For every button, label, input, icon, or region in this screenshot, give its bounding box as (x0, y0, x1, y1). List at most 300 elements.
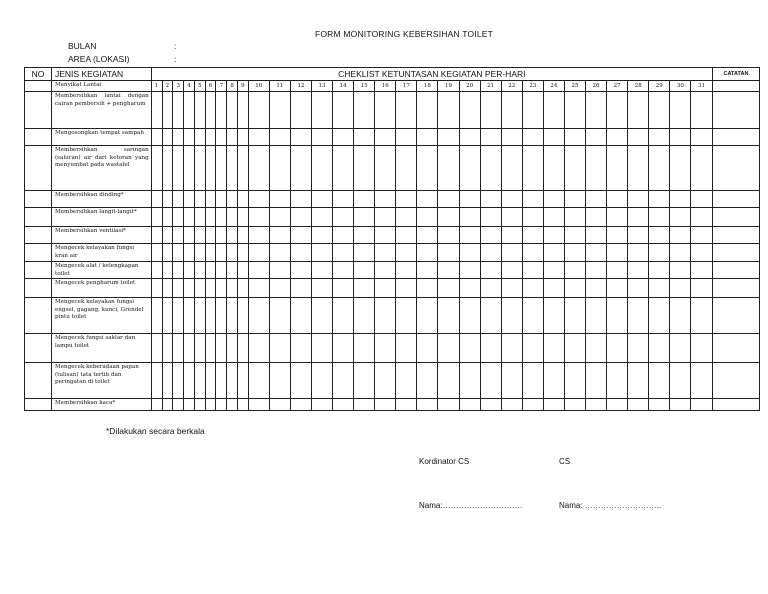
checklist-cell[interactable] (396, 208, 417, 227)
checklist-cell[interactable] (417, 334, 438, 363)
checklist-cell[interactable] (691, 208, 713, 227)
checklist-cell[interactable] (564, 227, 585, 244)
checklist-cell[interactable] (543, 129, 564, 146)
checklist-cell[interactable] (290, 227, 311, 244)
checklist-cell[interactable] (205, 244, 216, 262)
checklist-cell[interactable] (375, 208, 396, 227)
checklist-cell[interactable] (417, 363, 438, 399)
checklist-cell[interactable] (194, 191, 205, 208)
checklist-cell[interactable] (216, 334, 227, 363)
checklist-cell[interactable] (628, 244, 649, 262)
checklist-cell[interactable] (396, 363, 417, 399)
checklist-cell[interactable] (269, 279, 290, 298)
checklist-cell[interactable] (151, 227, 162, 244)
checklist-cell[interactable] (269, 244, 290, 262)
checklist-cell[interactable] (417, 399, 438, 411)
checklist-cell[interactable] (290, 244, 311, 262)
checklist-cell[interactable] (354, 399, 375, 411)
checklist-cell[interactable] (375, 298, 396, 334)
checklist-cell[interactable] (227, 363, 238, 399)
checklist-cell[interactable] (173, 146, 184, 191)
checklist-cell[interactable] (227, 92, 238, 129)
checklist-cell[interactable] (162, 227, 173, 244)
checklist-cell[interactable] (216, 227, 227, 244)
checklist-cell[interactable] (216, 208, 227, 227)
checklist-cell[interactable] (216, 279, 227, 298)
checklist-cell[interactable] (586, 363, 607, 399)
checklist-cell[interactable] (333, 227, 354, 244)
catatan-cell[interactable] (712, 129, 759, 146)
checklist-cell[interactable] (227, 399, 238, 411)
checklist-cell[interactable] (173, 262, 184, 279)
checklist-cell[interactable] (670, 129, 691, 146)
checklist-cell[interactable] (417, 191, 438, 208)
checklist-cell[interactable] (607, 92, 628, 129)
checklist-cell[interactable] (375, 92, 396, 129)
checklist-cell[interactable] (237, 191, 248, 208)
checklist-cell[interactable] (290, 334, 311, 363)
checklist-cell[interactable] (522, 244, 543, 262)
checklist-cell[interactable] (162, 92, 173, 129)
checklist-cell[interactable] (333, 279, 354, 298)
checklist-cell[interactable] (248, 146, 269, 191)
checklist-cell[interactable] (543, 92, 564, 129)
checklist-cell[interactable] (438, 298, 459, 334)
checklist-cell[interactable] (248, 279, 269, 298)
checklist-cell[interactable] (480, 191, 501, 208)
checklist-cell[interactable] (162, 363, 173, 399)
checklist-cell[interactable] (628, 399, 649, 411)
checklist-cell[interactable] (480, 92, 501, 129)
checklist-cell[interactable] (216, 129, 227, 146)
checklist-cell[interactable] (290, 298, 311, 334)
checklist-cell[interactable] (396, 191, 417, 208)
checklist-cell[interactable] (501, 227, 522, 244)
checklist-cell[interactable] (237, 92, 248, 129)
checklist-cell[interactable] (248, 298, 269, 334)
checklist-cell[interactable] (480, 298, 501, 334)
checklist-cell[interactable] (691, 191, 713, 208)
checklist-cell[interactable] (269, 208, 290, 227)
checklist-cell[interactable] (248, 244, 269, 262)
checklist-cell[interactable] (691, 227, 713, 244)
checklist-cell[interactable] (173, 334, 184, 363)
checklist-cell[interactable] (522, 129, 543, 146)
checklist-cell[interactable] (628, 363, 649, 399)
checklist-cell[interactable] (586, 92, 607, 129)
checklist-cell[interactable] (216, 298, 227, 334)
checklist-cell[interactable] (184, 399, 195, 411)
checklist-cell[interactable] (396, 227, 417, 244)
checklist-cell[interactable] (184, 146, 195, 191)
checklist-cell[interactable] (459, 334, 480, 363)
checklist-cell[interactable] (649, 363, 670, 399)
checklist-cell[interactable] (205, 262, 216, 279)
checklist-cell[interactable] (501, 279, 522, 298)
checklist-cell[interactable] (564, 208, 585, 227)
checklist-cell[interactable] (522, 279, 543, 298)
checklist-cell[interactable] (290, 191, 311, 208)
checklist-cell[interactable] (290, 262, 311, 279)
checklist-cell[interactable] (173, 92, 184, 129)
checklist-cell[interactable] (205, 363, 216, 399)
checklist-cell[interactable] (564, 244, 585, 262)
checklist-cell[interactable] (333, 298, 354, 334)
checklist-cell[interactable] (227, 191, 238, 208)
checklist-cell[interactable] (691, 92, 713, 129)
checklist-cell[interactable] (501, 244, 522, 262)
checklist-cell[interactable] (649, 244, 670, 262)
checklist-cell[interactable] (691, 363, 713, 399)
checklist-cell[interactable] (586, 129, 607, 146)
checklist-cell[interactable] (607, 363, 628, 399)
checklist-cell[interactable] (205, 129, 216, 146)
checklist-cell[interactable] (216, 191, 227, 208)
checklist-cell[interactable] (237, 334, 248, 363)
checklist-cell[interactable] (564, 146, 585, 191)
checklist-cell[interactable] (586, 227, 607, 244)
checklist-cell[interactable] (564, 363, 585, 399)
checklist-cell[interactable] (586, 244, 607, 262)
checklist-cell[interactable] (522, 191, 543, 208)
checklist-cell[interactable] (543, 191, 564, 208)
checklist-cell[interactable] (375, 279, 396, 298)
checklist-cell[interactable] (543, 244, 564, 262)
checklist-cell[interactable] (459, 227, 480, 244)
checklist-cell[interactable] (628, 298, 649, 334)
checklist-cell[interactable] (333, 262, 354, 279)
checklist-cell[interactable] (205, 208, 216, 227)
checklist-cell[interactable] (333, 208, 354, 227)
checklist-cell[interactable] (227, 262, 238, 279)
checklist-cell[interactable] (216, 399, 227, 411)
checklist-cell[interactable] (227, 244, 238, 262)
checklist-cell[interactable] (333, 191, 354, 208)
checklist-cell[interactable] (501, 92, 522, 129)
checklist-cell[interactable] (543, 334, 564, 363)
checklist-cell[interactable] (375, 129, 396, 146)
checklist-cell[interactable] (162, 129, 173, 146)
checklist-cell[interactable] (194, 244, 205, 262)
checklist-cell[interactable] (227, 334, 238, 363)
checklist-cell[interactable] (438, 227, 459, 244)
checklist-cell[interactable] (269, 298, 290, 334)
checklist-cell[interactable] (628, 334, 649, 363)
checklist-cell[interactable] (607, 399, 628, 411)
checklist-cell[interactable] (670, 244, 691, 262)
checklist-cell[interactable] (194, 208, 205, 227)
checklist-cell[interactable] (691, 399, 713, 411)
checklist-cell[interactable] (522, 363, 543, 399)
checklist-cell[interactable] (607, 244, 628, 262)
checklist-cell[interactable] (269, 399, 290, 411)
checklist-cell[interactable] (628, 208, 649, 227)
checklist-cell[interactable] (354, 363, 375, 399)
checklist-cell[interactable] (151, 399, 162, 411)
checklist-cell[interactable] (248, 191, 269, 208)
checklist-cell[interactable] (194, 334, 205, 363)
checklist-cell[interactable] (333, 363, 354, 399)
checklist-cell[interactable] (312, 208, 333, 227)
checklist-cell[interactable] (151, 334, 162, 363)
checklist-cell[interactable] (162, 208, 173, 227)
checklist-cell[interactable] (586, 334, 607, 363)
checklist-cell[interactable] (417, 129, 438, 146)
checklist-cell[interactable] (628, 146, 649, 191)
checklist-cell[interactable] (501, 399, 522, 411)
checklist-cell[interactable] (396, 399, 417, 411)
checklist-cell[interactable] (564, 279, 585, 298)
checklist-cell[interactable] (237, 298, 248, 334)
checklist-cell[interactable] (290, 208, 311, 227)
checklist-cell[interactable] (564, 298, 585, 334)
checklist-cell[interactable] (151, 208, 162, 227)
checklist-cell[interactable] (501, 298, 522, 334)
checklist-cell[interactable] (396, 279, 417, 298)
checklist-cell[interactable] (333, 146, 354, 191)
checklist-cell[interactable] (459, 399, 480, 411)
checklist-cell[interactable] (354, 227, 375, 244)
checklist-cell[interactable] (248, 129, 269, 146)
checklist-cell[interactable] (396, 262, 417, 279)
checklist-cell[interactable] (607, 298, 628, 334)
checklist-cell[interactable] (670, 334, 691, 363)
checklist-cell[interactable] (480, 279, 501, 298)
checklist-cell[interactable] (194, 399, 205, 411)
checklist-cell[interactable] (691, 129, 713, 146)
checklist-cell[interactable] (607, 208, 628, 227)
checklist-cell[interactable] (194, 227, 205, 244)
checklist-cell[interactable] (501, 363, 522, 399)
checklist-cell[interactable] (162, 262, 173, 279)
checklist-cell[interactable] (375, 334, 396, 363)
checklist-cell[interactable] (184, 279, 195, 298)
checklist-cell[interactable] (375, 146, 396, 191)
catatan-cell[interactable] (712, 279, 759, 298)
checklist-cell[interactable] (216, 92, 227, 129)
checklist-cell[interactable] (459, 208, 480, 227)
checklist-cell[interactable] (354, 279, 375, 298)
checklist-cell[interactable] (396, 92, 417, 129)
checklist-cell[interactable] (354, 191, 375, 208)
checklist-cell[interactable] (417, 279, 438, 298)
checklist-cell[interactable] (438, 92, 459, 129)
checklist-cell[interactable] (649, 129, 670, 146)
checklist-cell[interactable] (237, 146, 248, 191)
checklist-cell[interactable] (649, 146, 670, 191)
checklist-cell[interactable] (564, 129, 585, 146)
checklist-cell[interactable] (205, 191, 216, 208)
checklist-cell[interactable] (670, 279, 691, 298)
checklist-cell[interactable] (670, 92, 691, 129)
checklist-cell[interactable] (396, 298, 417, 334)
checklist-cell[interactable] (151, 244, 162, 262)
checklist-cell[interactable] (162, 244, 173, 262)
checklist-cell[interactable] (501, 146, 522, 191)
checklist-cell[interactable] (205, 399, 216, 411)
checklist-cell[interactable] (480, 262, 501, 279)
checklist-cell[interactable] (691, 334, 713, 363)
checklist-cell[interactable] (564, 399, 585, 411)
checklist-cell[interactable] (480, 146, 501, 191)
checklist-cell[interactable] (543, 399, 564, 411)
checklist-cell[interactable] (522, 146, 543, 191)
checklist-cell[interactable] (480, 399, 501, 411)
checklist-cell[interactable] (522, 92, 543, 129)
checklist-cell[interactable] (237, 262, 248, 279)
checklist-cell[interactable] (628, 92, 649, 129)
checklist-cell[interactable] (396, 244, 417, 262)
checklist-cell[interactable] (396, 129, 417, 146)
catatan-cell[interactable] (712, 334, 759, 363)
checklist-cell[interactable] (312, 244, 333, 262)
checklist-cell[interactable] (501, 262, 522, 279)
checklist-cell[interactable] (194, 129, 205, 146)
checklist-cell[interactable] (205, 279, 216, 298)
checklist-cell[interactable] (205, 92, 216, 129)
checklist-cell[interactable] (522, 208, 543, 227)
catatan-cell[interactable] (712, 92, 759, 129)
checklist-cell[interactable] (691, 298, 713, 334)
checklist-cell[interactable] (480, 227, 501, 244)
checklist-cell[interactable] (586, 279, 607, 298)
checklist-cell[interactable] (237, 363, 248, 399)
checklist-cell[interactable] (312, 334, 333, 363)
checklist-cell[interactable] (670, 208, 691, 227)
checklist-cell[interactable] (194, 92, 205, 129)
checklist-cell[interactable] (194, 279, 205, 298)
checklist-cell[interactable] (184, 191, 195, 208)
checklist-cell[interactable] (184, 298, 195, 334)
catatan-cell[interactable] (712, 298, 759, 334)
checklist-cell[interactable] (438, 191, 459, 208)
checklist-cell[interactable] (173, 363, 184, 399)
catatan-cell[interactable] (712, 399, 759, 411)
catatan-cell[interactable] (712, 262, 759, 279)
checklist-cell[interactable] (290, 363, 311, 399)
checklist-cell[interactable] (480, 334, 501, 363)
checklist-cell[interactable] (205, 227, 216, 244)
checklist-cell[interactable] (543, 298, 564, 334)
checklist-cell[interactable] (269, 227, 290, 244)
checklist-cell[interactable] (194, 298, 205, 334)
checklist-cell[interactable] (375, 262, 396, 279)
checklist-cell[interactable] (173, 399, 184, 411)
checklist-cell[interactable] (312, 92, 333, 129)
checklist-cell[interactable] (438, 279, 459, 298)
checklist-cell[interactable] (216, 244, 227, 262)
checklist-cell[interactable] (151, 363, 162, 399)
checklist-cell[interactable] (354, 298, 375, 334)
checklist-cell[interactable] (628, 191, 649, 208)
checklist-cell[interactable] (354, 262, 375, 279)
checklist-cell[interactable] (248, 399, 269, 411)
checklist-cell[interactable] (480, 129, 501, 146)
checklist-cell[interactable] (564, 92, 585, 129)
checklist-cell[interactable] (269, 146, 290, 191)
checklist-cell[interactable] (628, 227, 649, 244)
checklist-cell[interactable] (459, 262, 480, 279)
checklist-cell[interactable] (312, 129, 333, 146)
checklist-cell[interactable] (628, 262, 649, 279)
checklist-cell[interactable] (564, 334, 585, 363)
checklist-cell[interactable] (248, 262, 269, 279)
checklist-cell[interactable] (586, 146, 607, 191)
checklist-cell[interactable] (438, 208, 459, 227)
checklist-cell[interactable] (151, 191, 162, 208)
checklist-cell[interactable] (691, 262, 713, 279)
checklist-cell[interactable] (649, 334, 670, 363)
checklist-cell[interactable] (586, 399, 607, 411)
checklist-cell[interactable] (438, 334, 459, 363)
checklist-cell[interactable] (670, 363, 691, 399)
checklist-cell[interactable] (586, 191, 607, 208)
checklist-cell[interactable] (312, 227, 333, 244)
checklist-cell[interactable] (417, 298, 438, 334)
checklist-cell[interactable] (607, 129, 628, 146)
catatan-cell[interactable] (712, 244, 759, 262)
checklist-cell[interactable] (290, 279, 311, 298)
checklist-cell[interactable] (333, 399, 354, 411)
checklist-cell[interactable] (269, 262, 290, 279)
checklist-cell[interactable] (691, 279, 713, 298)
checklist-cell[interactable] (459, 298, 480, 334)
checklist-cell[interactable] (543, 262, 564, 279)
checklist-cell[interactable] (354, 146, 375, 191)
checklist-cell[interactable] (290, 146, 311, 191)
checklist-cell[interactable] (227, 146, 238, 191)
checklist-cell[interactable] (649, 279, 670, 298)
catatan-cell[interactable] (712, 146, 759, 191)
checklist-cell[interactable] (417, 92, 438, 129)
checklist-cell[interactable] (649, 298, 670, 334)
checklist-cell[interactable] (269, 191, 290, 208)
checklist-cell[interactable] (333, 244, 354, 262)
checklist-cell[interactable] (649, 92, 670, 129)
checklist-cell[interactable] (184, 244, 195, 262)
checklist-cell[interactable] (628, 279, 649, 298)
checklist-cell[interactable] (417, 262, 438, 279)
checklist-cell[interactable] (670, 191, 691, 208)
checklist-cell[interactable] (248, 208, 269, 227)
catatan-cell[interactable] (712, 191, 759, 208)
checklist-cell[interactable] (649, 262, 670, 279)
checklist-cell[interactable] (670, 146, 691, 191)
checklist-cell[interactable] (564, 191, 585, 208)
checklist-cell[interactable] (173, 298, 184, 334)
checklist-cell[interactable] (649, 191, 670, 208)
checklist-cell[interactable] (417, 227, 438, 244)
checklist-cell[interactable] (375, 244, 396, 262)
checklist-cell[interactable] (237, 244, 248, 262)
checklist-cell[interactable] (333, 92, 354, 129)
checklist-cell[interactable] (184, 129, 195, 146)
checklist-cell[interactable] (312, 279, 333, 298)
catatan-cell[interactable] (712, 208, 759, 227)
checklist-cell[interactable] (543, 208, 564, 227)
checklist-cell[interactable] (417, 146, 438, 191)
checklist-cell[interactable] (459, 92, 480, 129)
checklist-cell[interactable] (670, 399, 691, 411)
checklist-cell[interactable] (194, 363, 205, 399)
checklist-cell[interactable] (227, 227, 238, 244)
checklist-cell[interactable] (184, 227, 195, 244)
checklist-cell[interactable] (269, 92, 290, 129)
checklist-cell[interactable] (162, 191, 173, 208)
checklist-cell[interactable] (151, 262, 162, 279)
checklist-cell[interactable] (354, 208, 375, 227)
checklist-cell[interactable] (333, 334, 354, 363)
